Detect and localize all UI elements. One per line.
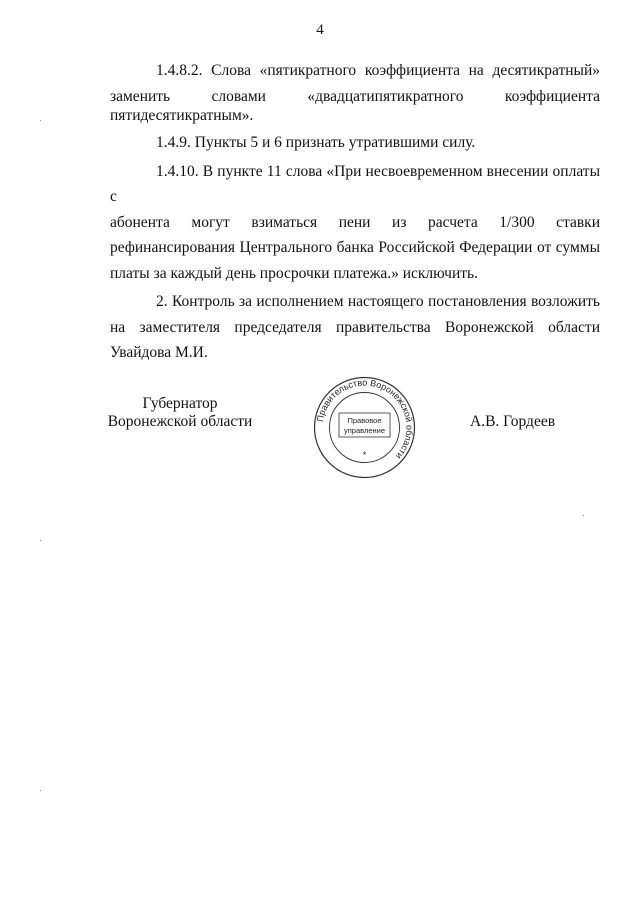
- scan-mark: [583, 515, 584, 516]
- official-seal: [312, 375, 417, 480]
- document-body: [110, 58, 600, 369]
- paragraph-1-4-8-2-line2: заменить словами «двадцатипятикратного коэффициента: [110, 87, 600, 105]
- paragraph-1-4-8-2-line3: пятидесятикратным».: [110, 107, 254, 124]
- seal-ring-text: Правительство Воронежской области: [314, 377, 415, 462]
- seal-star-icon: *: [362, 450, 367, 460]
- paragraph-1-4-10: 1.4.10. В пункте 11 слова «При несвоевременном внесении оплаты с: [110, 162, 600, 205]
- paragraph-2-line3: Увайдова М.И.: [110, 344, 208, 361]
- paragraph-1-4-8-2: 1.4.8.2. Слова «пятикратного коэффициента на десятикратный»: [156, 62, 600, 79]
- scan-mark: [40, 120, 41, 121]
- signatory-title: [95, 395, 265, 431]
- seal-inner-line2: управление: [343, 426, 386, 435]
- paragraph-2: 2. Контроль за исполнением настоящего постановления возложить: [156, 293, 600, 310]
- page-number: 4: [316, 22, 324, 38]
- paragraph-1-4-10-rest: абонента могут взиматься пени из расчета 1/300 ставки рефинансирования Центрального банка Российской Федерации от суммы платы за каждый день просрочки платежа.» исключить.: [110, 213, 600, 282]
- seal-inner-line1: Правовое: [347, 416, 382, 425]
- paragraph-2-line2: на заместителя председателя правительства Воронежской области: [110, 318, 600, 336]
- signatory-title-line1: Губернатор: [142, 395, 218, 412]
- signatory-title-line2: Воронежской области: [107, 413, 253, 430]
- signatory-name: А.В. Гордеев: [470, 413, 556, 430]
- scan-mark: [40, 790, 41, 791]
- scan-mark: [40, 540, 41, 541]
- paragraph-1-4-9: 1.4.9. Пункты 5 и 6 признать утратившими силу.: [156, 134, 476, 151]
